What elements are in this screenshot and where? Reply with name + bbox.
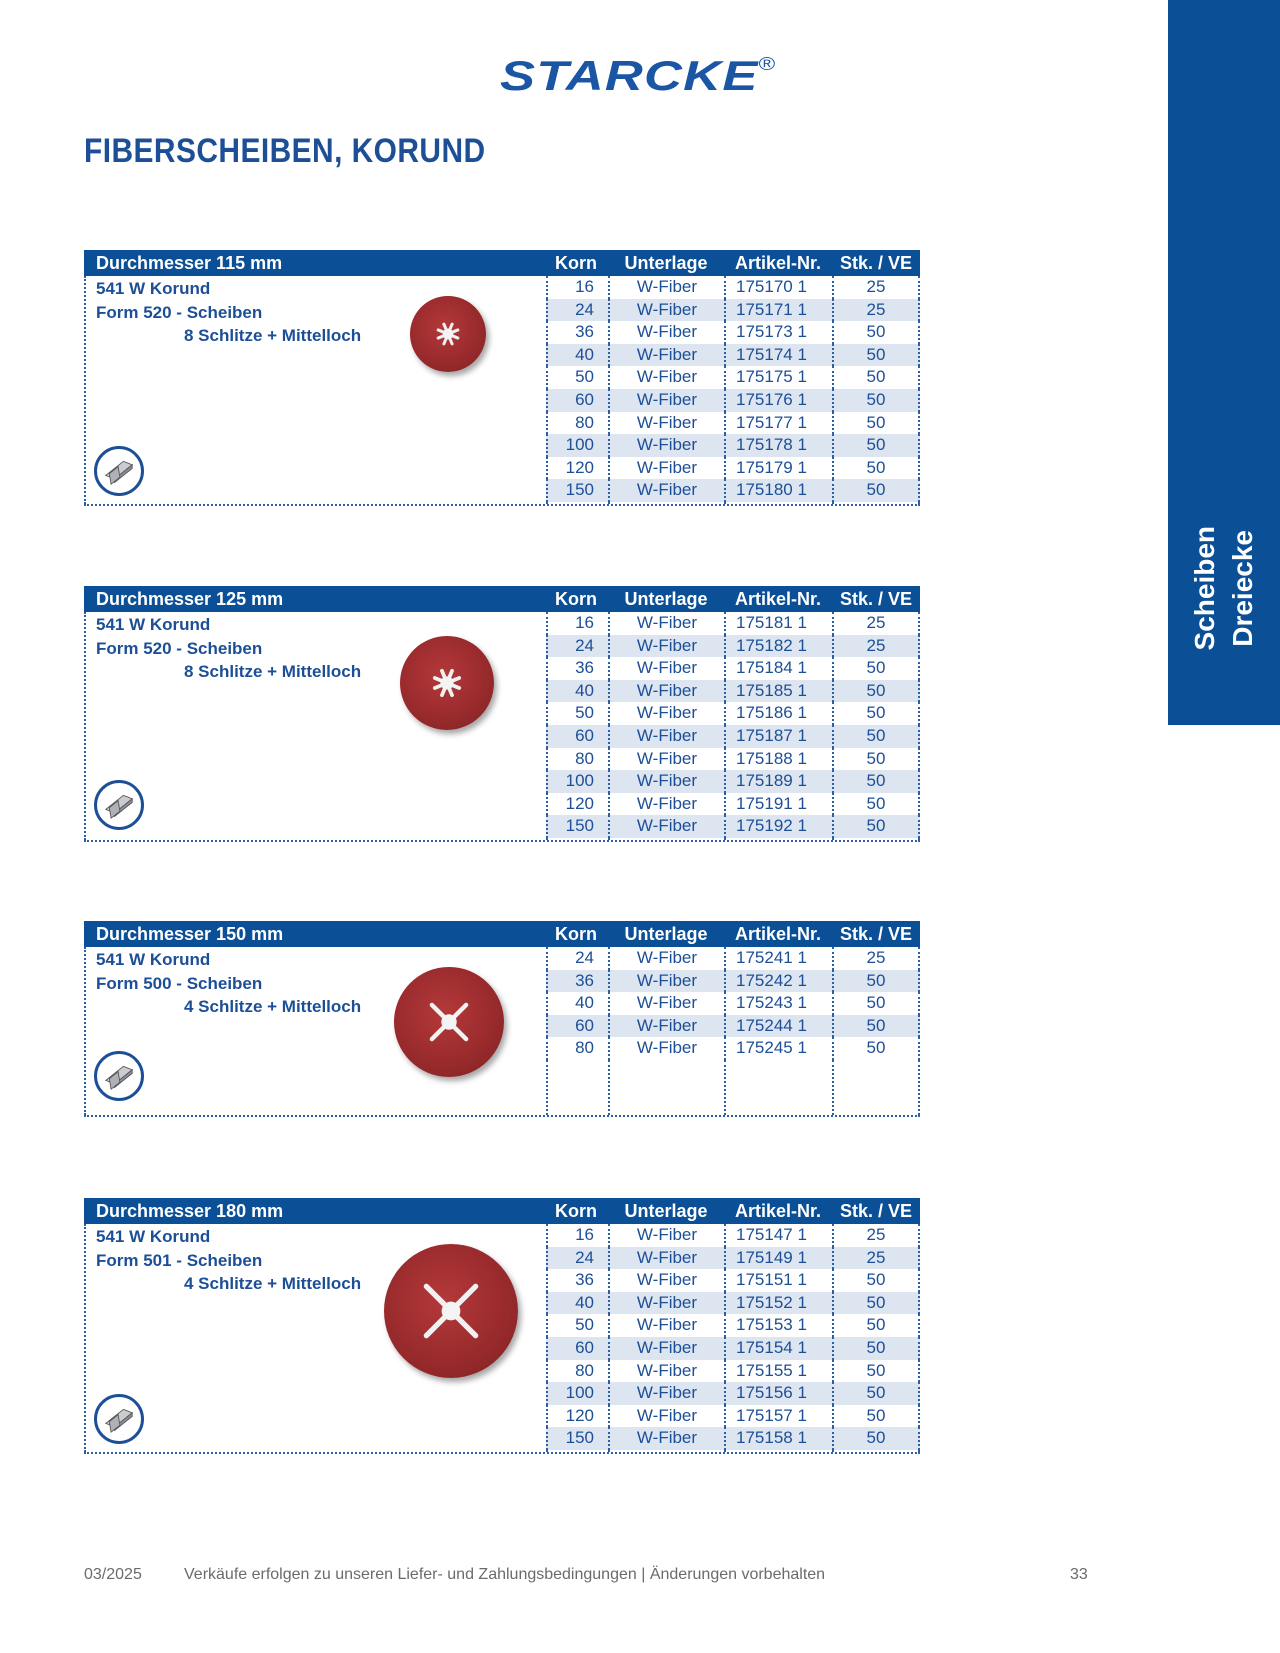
artikel-cell: 175171 1 [724, 299, 832, 322]
steel-beam-icon [94, 1394, 144, 1444]
korn-cell: 60 [546, 1337, 608, 1360]
stk-cell: 50 [832, 970, 920, 993]
artikel-cell: 175242 1 [724, 970, 832, 993]
steel-beam-icon [94, 446, 144, 496]
artikel-cell: 175152 1 [724, 1292, 832, 1315]
col-stk: Stk. / VE [839, 1201, 913, 1221]
table-filler [546, 1060, 920, 1115]
col-artikel: Artikel-Nr. [734, 1201, 822, 1221]
product-slots: 8 Schlitze + Mittelloch [184, 662, 362, 681]
artikel-cell: 175154 1 [724, 1337, 832, 1360]
stk-cell: 50 [832, 748, 920, 771]
unterlage-cell: W-Fiber [608, 434, 724, 457]
fiber-disc-image [410, 296, 486, 372]
artikel-cell: 175189 1 [724, 770, 832, 793]
artikel-cell: 175157 1 [724, 1405, 832, 1428]
table-header [84, 921, 920, 947]
artikel-cell: 175186 1 [724, 702, 832, 725]
unterlage-cell: W-Fiber [608, 793, 724, 816]
product-name: 541 W Korund [96, 615, 211, 634]
product-info [84, 947, 546, 1115]
artikel-cell: 175177 1 [724, 412, 832, 435]
table-row [546, 725, 920, 748]
unterlage-cell: W-Fiber [608, 276, 724, 299]
stk-cell: 50 [832, 657, 920, 680]
fiber-disc-image [394, 967, 504, 1077]
col-stk: Stk. / VE [839, 589, 913, 609]
korn-cell: 60 [546, 1015, 608, 1038]
artikel-cell: 175185 1 [724, 680, 832, 703]
korn-cell: 120 [546, 457, 608, 480]
artikel-cell: 175244 1 [724, 1015, 832, 1038]
table-row [546, 992, 920, 1015]
artikel-cell: 175155 1 [724, 1360, 832, 1383]
stk-cell: 50 [832, 479, 920, 502]
stk-cell: 25 [832, 612, 920, 635]
stk-cell: 50 [832, 1405, 920, 1428]
diameter-label: Durchmesser 180 mm [96, 1201, 284, 1221]
col-korn: Korn [555, 589, 597, 609]
unterlage-cell: W-Fiber [608, 680, 724, 703]
table-row [546, 1382, 920, 1405]
product-name: 541 W Korund [96, 279, 211, 298]
table-row [546, 389, 920, 412]
side-tab-label-2: Dreiecke [1227, 529, 1258, 647]
stk-cell: 50 [832, 344, 920, 367]
unterlage-cell: W-Fiber [608, 1314, 724, 1337]
product-form: Form 520 - Scheiben [96, 639, 263, 658]
korn-cell: 80 [546, 1360, 608, 1383]
table-row [546, 970, 920, 993]
col-unterlage: Unterlage [624, 1201, 708, 1221]
unterlage-cell: W-Fiber [608, 412, 724, 435]
table-row [546, 1360, 920, 1383]
diameter-label: Durchmesser 150 mm [96, 924, 284, 944]
unterlage-cell: W-Fiber [608, 657, 724, 680]
korn-cell: 60 [546, 725, 608, 748]
table-filler [546, 838, 920, 840]
footer-date: 03/2025 [84, 1566, 142, 1583]
table-row [546, 299, 920, 322]
stk-cell: 50 [832, 725, 920, 748]
korn-cell: 36 [546, 1269, 608, 1292]
table-row [546, 793, 920, 816]
unterlage-cell: W-Fiber [608, 1337, 724, 1360]
product-info [84, 612, 546, 840]
product-table [84, 921, 920, 1117]
artikel-cell: 175178 1 [724, 434, 832, 457]
table-row [546, 1427, 920, 1450]
artikel-cell: 175187 1 [724, 725, 832, 748]
table-row [546, 412, 920, 435]
stk-cell: 25 [832, 947, 920, 970]
col-korn: Korn [555, 924, 597, 944]
stk-cell: 50 [832, 1360, 920, 1383]
unterlage-cell: W-Fiber [608, 389, 724, 412]
stk-cell: 50 [832, 1337, 920, 1360]
product-slots: 8 Schlitze + Mittelloch [184, 326, 362, 345]
stk-cell: 25 [832, 635, 920, 658]
unterlage-cell: W-Fiber [608, 1015, 724, 1038]
table-row [546, 1269, 920, 1292]
unterlage-cell: W-Fiber [608, 1269, 724, 1292]
col-stk: Stk. / VE [839, 924, 913, 944]
col-stk: Stk. / VE [839, 253, 913, 273]
artikel-cell: 175192 1 [724, 815, 832, 838]
korn-cell: 150 [546, 1427, 608, 1450]
artikel-cell: 175173 1 [724, 321, 832, 344]
stk-cell: 50 [832, 1015, 920, 1038]
korn-cell: 50 [546, 1314, 608, 1337]
table-row [546, 479, 920, 502]
stk-cell: 25 [832, 1224, 920, 1247]
product-slots: 4 Schlitze + Mittelloch [184, 1274, 362, 1293]
artikel-cell: 175174 1 [724, 344, 832, 367]
stk-cell: 50 [832, 321, 920, 344]
korn-cell: 150 [546, 479, 608, 502]
artikel-cell: 175245 1 [724, 1037, 832, 1060]
product-table [84, 586, 920, 842]
korn-cell: 100 [546, 1382, 608, 1405]
table-row [546, 680, 920, 703]
artikel-cell: 175182 1 [724, 635, 832, 658]
artikel-cell: 175158 1 [724, 1427, 832, 1450]
unterlage-cell: W-Fiber [608, 1405, 724, 1428]
unterlage-cell: W-Fiber [608, 702, 724, 725]
table-row [546, 947, 920, 970]
unterlage-cell: W-Fiber [608, 815, 724, 838]
stk-cell: 50 [832, 457, 920, 480]
table-row [546, 815, 920, 838]
stk-cell: 50 [832, 412, 920, 435]
steel-beam-icon [94, 1051, 144, 1101]
korn-cell: 40 [546, 344, 608, 367]
col-unterlage: Unterlage [624, 924, 708, 944]
col-unterlage: Unterlage [624, 589, 708, 609]
table-row [546, 748, 920, 771]
table-header [84, 250, 920, 276]
product-name: 541 W Korund [96, 950, 211, 969]
stk-cell: 50 [832, 702, 920, 725]
stk-cell: 50 [832, 1382, 920, 1405]
unterlage-cell: W-Fiber [608, 970, 724, 993]
product-slots: 4 Schlitze + Mittelloch [184, 997, 362, 1016]
side-tab-label-1: Scheiben [1189, 525, 1220, 651]
artikel-cell: 175176 1 [724, 389, 832, 412]
product-form: Form 520 - Scheiben [96, 303, 263, 322]
artikel-cell: 175149 1 [724, 1247, 832, 1270]
korn-cell: 80 [546, 412, 608, 435]
stk-cell: 50 [832, 1292, 920, 1315]
stk-cell: 50 [832, 1269, 920, 1292]
artikel-cell: 175180 1 [724, 479, 832, 502]
unterlage-cell: W-Fiber [608, 1037, 724, 1060]
korn-cell: 40 [546, 680, 608, 703]
product-table [84, 1198, 920, 1454]
table-row [546, 1224, 920, 1247]
korn-cell: 100 [546, 434, 608, 457]
brand-logo: STARCKE® [500, 52, 777, 99]
product-info [84, 276, 546, 504]
artikel-cell: 175175 1 [724, 366, 832, 389]
unterlage-cell: W-Fiber [608, 635, 724, 658]
table-row [546, 434, 920, 457]
unterlage-cell: W-Fiber [608, 748, 724, 771]
steel-beam-icon [94, 780, 144, 830]
korn-cell: 40 [546, 992, 608, 1015]
korn-cell: 24 [546, 635, 608, 658]
table-row [546, 770, 920, 793]
stk-cell: 50 [832, 815, 920, 838]
product-form: Form 500 - Scheiben [96, 974, 263, 993]
table-row [546, 702, 920, 725]
unterlage-cell: W-Fiber [608, 1360, 724, 1383]
unterlage-cell: W-Fiber [608, 725, 724, 748]
fiber-disc-image [384, 1244, 518, 1378]
fiber-disc-image [400, 636, 494, 730]
korn-cell: 36 [546, 970, 608, 993]
unterlage-cell: W-Fiber [608, 321, 724, 344]
artikel-cell: 175170 1 [724, 276, 832, 299]
unterlage-cell: W-Fiber [608, 992, 724, 1015]
unterlage-cell: W-Fiber [608, 457, 724, 480]
stk-cell: 25 [832, 1247, 920, 1270]
col-korn: Korn [555, 1201, 597, 1221]
unterlage-cell: W-Fiber [608, 612, 724, 635]
page-title: FIBERSCHEIBEN, KORUND [84, 132, 486, 170]
artikel-cell: 175191 1 [724, 793, 832, 816]
artikel-cell: 175151 1 [724, 1269, 832, 1292]
unterlage-cell: W-Fiber [608, 1292, 724, 1315]
artikel-cell: 175153 1 [724, 1314, 832, 1337]
stk-cell: 50 [832, 992, 920, 1015]
unterlage-cell: W-Fiber [608, 1427, 724, 1450]
unterlage-cell: W-Fiber [608, 366, 724, 389]
stk-cell: 50 [832, 1037, 920, 1060]
table-row [546, 344, 920, 367]
korn-cell: 36 [546, 321, 608, 344]
artikel-cell: 175179 1 [724, 457, 832, 480]
col-korn: Korn [555, 253, 597, 273]
table-row [546, 1015, 920, 1038]
korn-cell: 16 [546, 612, 608, 635]
product-table [84, 250, 920, 506]
table-filler [546, 1450, 920, 1452]
korn-cell: 120 [546, 793, 608, 816]
col-artikel: Artikel-Nr. [734, 253, 822, 273]
korn-cell: 24 [546, 1247, 608, 1270]
unterlage-cell: W-Fiber [608, 770, 724, 793]
page-number: 33 [1070, 1566, 1088, 1583]
table-header [84, 1198, 920, 1224]
table-row [546, 1247, 920, 1270]
unterlage-cell: W-Fiber [608, 1224, 724, 1247]
artikel-cell: 175188 1 [724, 748, 832, 771]
stk-cell: 50 [832, 793, 920, 816]
col-artikel: Artikel-Nr. [734, 589, 822, 609]
stk-cell: 50 [832, 1314, 920, 1337]
korn-cell: 50 [546, 366, 608, 389]
table-row [546, 1337, 920, 1360]
unterlage-cell: W-Fiber [608, 947, 724, 970]
table-row [546, 1405, 920, 1428]
table-row [546, 612, 920, 635]
stk-cell: 25 [832, 299, 920, 322]
stk-cell: 25 [832, 276, 920, 299]
unterlage-cell: W-Fiber [608, 479, 724, 502]
product-info [84, 1224, 546, 1452]
table-row [546, 366, 920, 389]
footer-terms: Verkäufe erfolgen zu unseren Liefer- und Zahlungsbedingungen | Änderungen vorbehalten [184, 1566, 826, 1583]
side-tab [1168, 0, 1280, 725]
stk-cell: 50 [832, 770, 920, 793]
artikel-cell: 175156 1 [724, 1382, 832, 1405]
table-row [546, 321, 920, 344]
diameter-label: Durchmesser 115 mm [96, 253, 283, 273]
product-form: Form 501 - Scheiben [96, 1251, 263, 1270]
diameter-label: Durchmesser 125 mm [96, 589, 284, 609]
stk-cell: 50 [832, 366, 920, 389]
table-header [84, 586, 920, 612]
artikel-cell: 175181 1 [724, 612, 832, 635]
stk-cell: 50 [832, 434, 920, 457]
korn-cell: 16 [546, 1224, 608, 1247]
unterlage-cell: W-Fiber [608, 1247, 724, 1270]
korn-cell: 16 [546, 276, 608, 299]
korn-cell: 36 [546, 657, 608, 680]
table-row [546, 1292, 920, 1315]
product-name: 541 W Korund [96, 1227, 211, 1246]
artikel-cell: 175184 1 [724, 657, 832, 680]
table-row [546, 276, 920, 299]
col-unterlage: Unterlage [624, 253, 708, 273]
table-row [546, 657, 920, 680]
table-row [546, 1314, 920, 1337]
unterlage-cell: W-Fiber [608, 344, 724, 367]
korn-cell: 120 [546, 1405, 608, 1428]
korn-cell: 100 [546, 770, 608, 793]
stk-cell: 50 [832, 680, 920, 703]
korn-cell: 50 [546, 702, 608, 725]
korn-cell: 80 [546, 748, 608, 771]
table-row [546, 457, 920, 480]
table-row [546, 635, 920, 658]
stk-cell: 50 [832, 1427, 920, 1450]
table-row [546, 1037, 920, 1060]
artikel-cell: 175243 1 [724, 992, 832, 1015]
korn-cell: 24 [546, 947, 608, 970]
korn-cell: 80 [546, 1037, 608, 1060]
unterlage-cell: W-Fiber [608, 1382, 724, 1405]
artikel-cell: 175241 1 [724, 947, 832, 970]
korn-cell: 40 [546, 1292, 608, 1315]
table-filler [546, 502, 920, 504]
artikel-cell: 175147 1 [724, 1224, 832, 1247]
unterlage-cell: W-Fiber [608, 299, 724, 322]
korn-cell: 24 [546, 299, 608, 322]
stk-cell: 50 [832, 389, 920, 412]
korn-cell: 60 [546, 389, 608, 412]
col-artikel: Artikel-Nr. [734, 924, 822, 944]
korn-cell: 150 [546, 815, 608, 838]
